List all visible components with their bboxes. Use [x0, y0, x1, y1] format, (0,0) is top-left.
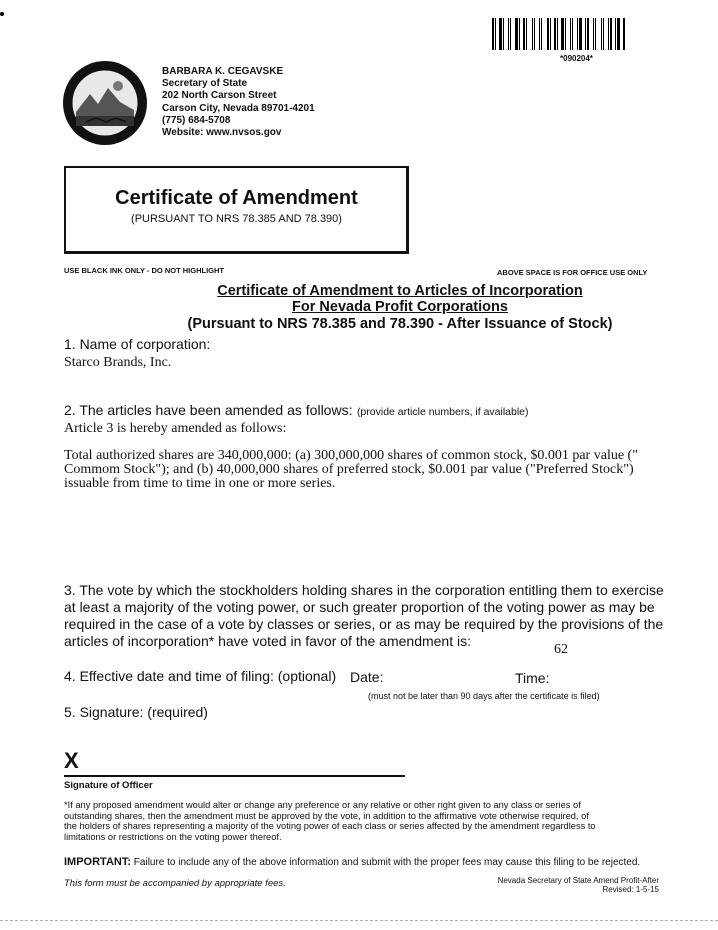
section3-line1: 3. The vote by which the stockholders holding shares in the corporation entitling them to exercise — [64, 582, 664, 598]
barcode-bar — [536, 18, 538, 50]
barcode-bar — [499, 18, 502, 50]
barcode-bar — [577, 18, 578, 50]
scan-mark — [0, 12, 4, 16]
corporation-name-value: Starco Brands, Inc. — [64, 355, 172, 370]
date-label: Date: — [350, 669, 384, 685]
barcode-bar — [597, 18, 600, 50]
vote-percentage-value: 62 — [554, 642, 568, 657]
barcode-bar — [505, 18, 507, 50]
signature-mark: X — [64, 748, 79, 773]
barcode-bar — [523, 18, 525, 50]
officer-street: 202 North Carson Street — [162, 90, 277, 102]
section1-label: 1. Name of corporation: — [64, 336, 211, 352]
barcode-bar — [550, 18, 551, 50]
state-seal-icon — [62, 60, 148, 146]
barcode-bar — [565, 18, 566, 50]
amendment-text-line2: Commom Stock"); and (b) 40,000,000 shares of preferred stock, $0.001 par value ("Preferred Stock") — [64, 462, 634, 477]
date-note: (must not be later than 90 days after the certificate is filed) — [368, 691, 600, 701]
section2-label-note: (provide article numbers, if available) — [356, 406, 529, 418]
section5-label: 5. Signature: (required) — [64, 704, 208, 720]
footnote-line1: *If any proposed amendment would alter or change any preference or any relative or other right given to any class or series of — [64, 800, 581, 810]
fees-notice: This form must be accompanied by appropriate fees. — [64, 878, 286, 889]
barcode-bar — [621, 18, 622, 50]
certificate-subtitle: (PURSUANT TO NRS 78.385 AND 78.390) — [131, 213, 342, 225]
office-use-notice: ABOVE SPACE IS FOR OFFICE USE ONLY — [497, 268, 648, 277]
barcode-bar — [512, 18, 514, 50]
footnote-line2: outstanding shares, then the amendment must be approved by the vote, in addition to the affirmative vote otherwise required, of — [64, 810, 589, 821]
footnote-line3: the holders of shares representing a majority of the voting power of each class or series affected by the amendment regardless to — [64, 821, 596, 832]
form-heading-line3: (Pursuant to NRS 78.385 and 78.390 - After Issuance of Stock) — [187, 316, 613, 332]
barcode-bar — [590, 18, 592, 50]
barcode-bar — [559, 18, 560, 50]
barcode-bar — [617, 18, 620, 50]
barcode-bar — [601, 18, 602, 50]
section3-line2: at least a majority of the voting power, or such greater proportion of the voting power as may be — [64, 599, 655, 615]
barcode-bar — [608, 18, 609, 50]
section2-label-row — [64, 402, 529, 420]
ink-notice: USE BLACK INK ONLY - DO NOT HIGHLIGHT — [64, 266, 225, 275]
form-id — [494, 876, 659, 894]
barcode-bar — [503, 18, 504, 50]
barcode-bar — [519, 18, 520, 50]
amendment-text-line1: Total authorized shares are 340,000,000: (a) 300,000,000 shares of common stock, $0.001 par value (" — [64, 448, 638, 463]
barcode-bar — [603, 18, 604, 50]
barcode-bar — [492, 18, 494, 50]
barcode-bar — [532, 18, 533, 50]
barcode-bar — [613, 18, 614, 50]
amendment-text-line3: issuable from time to time in one or more series. — [64, 476, 336, 491]
barcode-bar — [510, 18, 511, 50]
time-label: Time: — [515, 670, 550, 686]
barcode-number: *090204* — [560, 54, 593, 63]
barcode-bar — [539, 18, 540, 50]
barcode-bar — [623, 18, 625, 50]
barcode-bar — [547, 18, 549, 50]
footnote — [64, 800, 664, 842]
barcode-bar — [557, 18, 558, 50]
barcode-bar — [528, 18, 531, 50]
barcode-bar — [595, 18, 596, 50]
section4-label: 4. Effective date and time of filing: (optional) — [64, 668, 337, 684]
section3-line4: articles of incorporation* have voted in favor of the amendment is: — [64, 633, 471, 649]
barcode-bar — [495, 18, 496, 50]
barcode-bar — [583, 18, 584, 50]
section3-text — [64, 582, 666, 650]
officer-info — [162, 66, 315, 139]
important-notice — [64, 856, 640, 868]
barcode-bar — [574, 18, 576, 50]
officer-name: BARBARA K. CEGAVSKE — [162, 66, 284, 77]
barcode-bar — [593, 18, 594, 50]
barcode — [492, 18, 664, 50]
barcode-bar — [561, 18, 564, 50]
barcode-bar — [534, 18, 535, 50]
form-heading-line1: Certificate of Amendment to Articles of Incorporation — [217, 283, 583, 299]
officer-title: Secretary of State — [162, 78, 248, 90]
barcode-bar — [515, 18, 518, 50]
officer-phone: (775) 684-5708 — [162, 114, 231, 126]
signature-label: Signature of Officer — [64, 780, 153, 791]
amendment-intro: Article 3 is hereby amended as follows: — [64, 421, 287, 436]
officer-website: Website: www.nvsos.gov — [162, 127, 282, 139]
office-use-box — [64, 166, 409, 254]
amendment-text — [64, 449, 664, 491]
barcode-bar — [585, 18, 586, 50]
barcode-bar — [587, 18, 589, 50]
barcode-bar — [552, 18, 553, 50]
form-heading-line2: For Nevada Profit Corporations — [292, 299, 508, 315]
certificate-title: Certificate of Amendment — [115, 187, 358, 209]
barcode-bar — [610, 18, 612, 50]
barcode-bar — [567, 18, 569, 50]
barcode-bar — [543, 18, 546, 50]
barcode-bar — [541, 18, 542, 50]
barcode-bar — [605, 18, 607, 50]
barcode-bar — [554, 18, 556, 50]
footnote-line4: limitations or restrictions on the voting power thereof. — [64, 831, 282, 842]
barcode-bar — [508, 18, 509, 50]
officer-city: Carson City, Nevada 89701-4201 — [162, 102, 315, 114]
barcode-bar — [615, 18, 616, 50]
form-id-name: Nevada Secretary of State Amend Profit-After — [497, 876, 659, 885]
barcode-bar — [579, 18, 582, 50]
form-revised: Revised: 1-5-15 — [602, 885, 659, 894]
barcode-bar — [572, 18, 573, 50]
section2-label: 2. The articles have been amended as follows: — [64, 402, 353, 418]
barcode-bar — [570, 18, 571, 50]
barcode-bar — [526, 18, 527, 50]
important-label: IMPORTANT: — [64, 856, 132, 868]
barcode-bar — [497, 18, 498, 50]
signature-line[interactable] — [64, 775, 405, 777]
important-text: Failure to include any of the above information and submit with the proper fees may cause this filing to be rejected. — [133, 857, 641, 868]
section3-line3: required in the case of a vote by classes or series, or as may be required by the provisions of the — [64, 616, 664, 632]
barcode-bar — [521, 18, 522, 50]
scan-edge — [0, 920, 718, 922]
